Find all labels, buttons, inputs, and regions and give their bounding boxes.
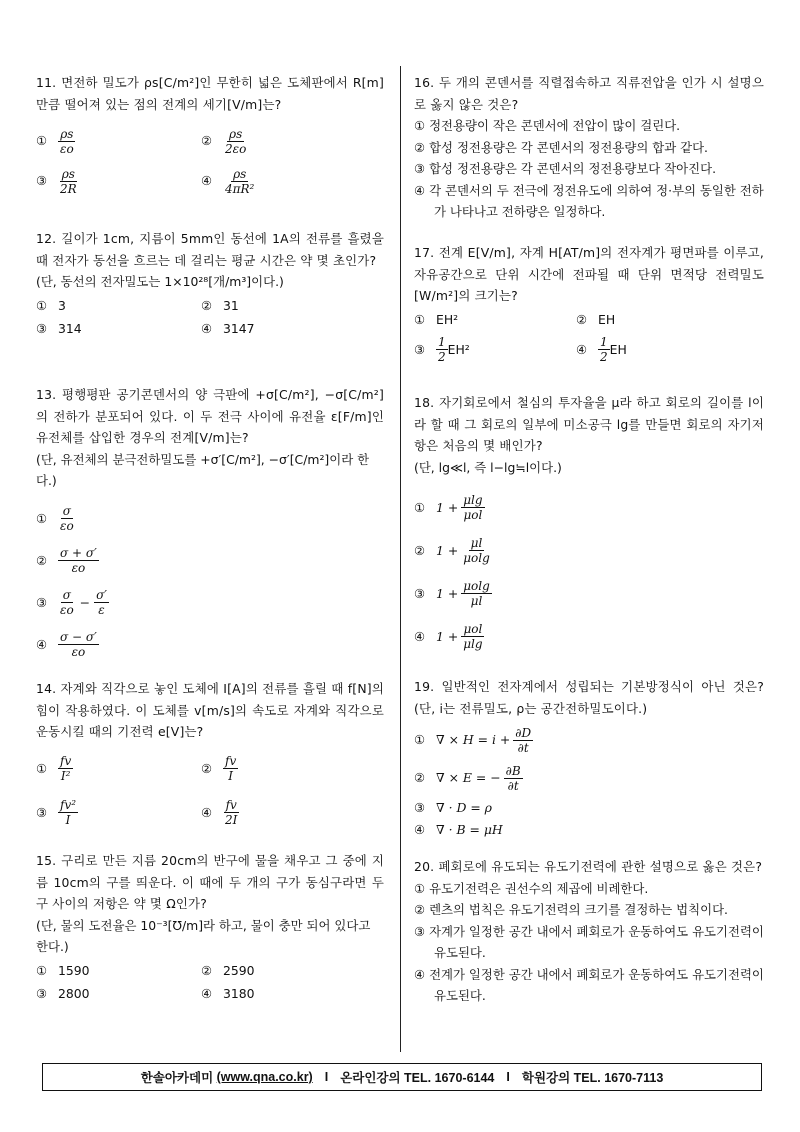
- footer-separator: I: [506, 1070, 510, 1084]
- option-3[interactable]: ③ $\frac{\rho s}{2R}$: [36, 166, 77, 196]
- option-3[interactable]: ③ 합성 정전용량은 각 콘덴서의 정전용량보다 작아진다.: [414, 161, 717, 176]
- option-2[interactable]: ② 합성 정전용량은 각 콘덴서의 정전용량의 합과 같다.: [414, 139, 708, 155]
- fraction: $\frac{\text{μol}}{\mu\lg}$: [463, 622, 483, 651]
- question-stem: 13. 평행평판 공기콘덴서의 양 극판에 +σ[C/m²], −σ[C/m²]의 전하가 분포되어 있다. 이 두 전극 사이에 유전율 ε[F/m]인 유전체를 삽입한 경우의 전계[V/m]는?: [36, 387, 384, 445]
- fraction: $\frac{fv}{2I}$: [225, 798, 238, 827]
- option-1[interactable]: ① 3: [36, 298, 66, 314]
- options: [414, 878, 764, 1007]
- option-3[interactable]: ③ 자계가 일정한 공간 내에서 폐회로가 운동하여도 유도기전력이 유도된다.: [414, 923, 764, 960]
- fraction: $\frac{\mu olg}{\mu l}$: [463, 579, 490, 608]
- question-note: (단, lg≪l, 즉 l−lg≒l이다.): [414, 459, 562, 475]
- option-4[interactable]: ④ $\frac{\rho s}{\text{4πR²}}$: [201, 166, 255, 196]
- fraction: $\frac{fv}{I}$: [225, 754, 237, 783]
- options: [36, 121, 384, 201]
- option-3[interactable]: ③ $\frac{\sigma}{\varepsilon o}$ − $\frac{\sigma'}{\varepsilon}$: [36, 588, 107, 617]
- option-2[interactable]: ② 렌츠의 법칙은 유도기전력의 크기를 결정하는 법칙이다.: [414, 902, 728, 917]
- options: [36, 747, 384, 835]
- online-lecture-phone: 온라인강의 TEL. 1670-6144: [340, 1071, 495, 1085]
- option-4[interactable]: ④ 각 콘덴서의 두 전극에 정전유도에 의하여 정·부의 동일한 전하가 나타나고 전하량은 일정하다.: [414, 182, 764, 219]
- options: [414, 721, 764, 841]
- fraction: $\frac{\sigma'}{\varepsilon}$: [96, 588, 107, 617]
- option-2[interactable]: ② $\frac{\rho s}{2\varepsilon o}$: [201, 126, 247, 156]
- fraction: $\frac{\text{fv²}}{I}$: [60, 798, 77, 827]
- fraction: $\frac{\sigma - \sigma'}{\varepsilon o}$: [60, 630, 97, 659]
- options: [36, 960, 384, 1006]
- option-2[interactable]: ② 31: [201, 298, 239, 314]
- question-stem: 11. 면전하 밀도가 ρs[C/m²]인 무한히 넓은 도체판에서 R[m] 만큼 떨어져 있는 점의 전계의 세기[V/m]는?: [36, 75, 384, 112]
- option-3[interactable]: ③ 2800: [36, 986, 90, 1002]
- option-3[interactable]: ③ 314: [36, 321, 82, 337]
- question-stem: 16. 두 개의 콘덴서를 직렬접속하고 직류전압을 인가 시 설명으로 옳지 않은 것은?: [414, 75, 764, 112]
- question-note: (단, 유전체의 분극전하밀도를 +σ′[C/m²], −σ′[C/m²]이라 한다.): [36, 451, 370, 488]
- question-stem: 18. 자기회로에서 철심의 투자율을 μ라 하고 회로의 길이를 l이라 할 때 그 회로의 일부에 미소공극 lg를 만들면 회로의 자기저항은 처음의 몇 배인가?: [414, 395, 764, 453]
- question-14: [36, 678, 384, 835]
- question-12: [36, 228, 384, 341]
- fraction: $\frac{\sigma}{\varepsilon o}$: [60, 588, 74, 617]
- question-18: [414, 392, 764, 658]
- question-16: [414, 72, 764, 223]
- option-3[interactable]: ③ 1 + $\frac{\mu olg}{\mu l}$: [414, 579, 490, 608]
- question-20: [414, 856, 764, 1007]
- option-1[interactable]: ① EH²: [414, 312, 459, 328]
- question-19: [414, 676, 764, 841]
- option-4[interactable]: ④ $\frac{\sigma - \sigma'}{\varepsilon o}$: [36, 630, 97, 659]
- question-note: (단, 동선의 전자밀도는 1×10²⁸[개/m³]이다.): [36, 274, 284, 289]
- fraction: $\frac{\rho s}{\text{4πR²}}$: [225, 166, 255, 196]
- options: [414, 309, 764, 368]
- options: [36, 295, 384, 341]
- fraction: $\frac{\rho s}{2R}$: [60, 166, 77, 196]
- options: [36, 498, 384, 666]
- option-3[interactable]: ③ ∇ · D = ρ: [414, 800, 492, 816]
- fraction: $\frac{\sigma + \sigma'}{\varepsilon o}$: [60, 546, 97, 575]
- option-1[interactable]: ① 1590: [36, 963, 90, 979]
- fraction: $\frac{fv}{\text{I²}}$: [60, 754, 72, 783]
- fraction: $\frac{\mu\lg}{\text{μol}}$: [463, 493, 483, 522]
- question-stem: 12. 길이가 1cm, 지름이 5mm인 동선에 1A의 전류를 흘렸을 때 전자가 동선을 흐르는 데 걸리는 평균 시간은 약 몇 초인가?: [36, 231, 384, 268]
- options: [414, 486, 764, 658]
- academy-url-link[interactable]: (www.qna.co.kr): [216, 1070, 313, 1084]
- fraction: $\frac{\sigma}{\varepsilon o}$: [60, 504, 74, 533]
- footer-bar: [42, 1063, 762, 1091]
- fraction: $\frac{1}{2}$: [438, 335, 446, 364]
- fraction: $\frac{\partial D}{\partial t}$: [515, 725, 532, 755]
- option-2[interactable]: ② $\frac{fv}{I}$: [201, 754, 237, 783]
- option-2[interactable]: ② 2590: [201, 963, 255, 979]
- option-1[interactable]: ① $\frac{\rho s}{\varepsilon o}$: [36, 126, 74, 156]
- option-1[interactable]: ① 정전용량이 작은 콘덴서에 전압이 많이 걸린다.: [414, 118, 681, 133]
- fraction: $\frac{\rho s}{\varepsilon o}$: [60, 126, 74, 156]
- option-1[interactable]: ① 1 + $\frac{\mu\lg}{\text{μol}}$: [414, 493, 483, 522]
- fraction: $\frac{1}{2}$: [600, 335, 608, 364]
- question-stem: 15. 구리로 만든 지름 20cm의 반구에 물을 채우고 그 중에 지름 10cm의 구를 띄운다. 이 때에 두 개의 구가 동심구라면 두 구 사이의 저항은 약 몇 Ω인가?: [36, 853, 384, 911]
- option-2[interactable]: ② $\frac{\sigma + \sigma'}{\varepsilon o}$: [36, 546, 97, 575]
- option-1[interactable]: ① 유도기전력은 권선수의 제곱에 비례한다.: [414, 880, 649, 896]
- question-17: [414, 242, 764, 368]
- question-stem: 20. 폐회로에 유도되는 유도기전력에 관한 설명으로 옳은 것은?: [414, 859, 763, 874]
- option-2[interactable]: ② EH: [576, 312, 616, 328]
- question-15: [36, 850, 384, 1006]
- fraction: $\frac{\mu l}{\mu olg}$: [463, 536, 490, 565]
- option-4[interactable]: ④ 3147: [201, 321, 255, 337]
- option-2[interactable]: ② ∇ × E = − $\frac{\partial B}{\partial t}$: [414, 763, 521, 793]
- question-11: [36, 72, 384, 201]
- option-4[interactable]: ④ $\frac{fv}{2I}$: [201, 798, 238, 827]
- fraction: $\frac{\partial B}{\partial t}$: [505, 763, 521, 793]
- options: [414, 115, 764, 223]
- option-4[interactable]: ④ ∇ · B = μH: [414, 822, 503, 838]
- fraction: $\frac{\rho s}{2\varepsilon o}$: [225, 126, 247, 156]
- offline-lecture-phone: 학원강의 TEL. 1670-7113: [521, 1071, 664, 1085]
- question-note: (단, 물의 도전율은 10⁻³[℧/m]라 하고, 물이 충만 되어 있다고 한다.): [36, 917, 371, 954]
- option-4[interactable]: ④ 3180: [201, 986, 255, 1002]
- option-2[interactable]: ② 1 + $\frac{\mu l}{\mu olg}$: [414, 536, 490, 565]
- option-4[interactable]: ④ $\frac{1}{2}$ EH: [576, 335, 627, 364]
- option-3[interactable]: ③ $\frac{\text{fv²}}{I}$: [36, 798, 77, 827]
- question-stem: 17. 전계 E[V/m], 자계 H[AT/m]의 전자계가 평면파를 이루고, 자유공간으로 단위 시간에 전파될 때 단위 면적당 전력밀도[W/m²]의 크기는?: [414, 245, 764, 303]
- academy-name: 한솔아카데미: [140, 1071, 214, 1085]
- option-1[interactable]: ① $\frac{\sigma}{\varepsilon o}$: [36, 504, 74, 533]
- question-13: [36, 384, 384, 666]
- option-3[interactable]: ③ $\frac{1}{2}$ EH²: [414, 335, 470, 364]
- option-4[interactable]: ④ 1 + $\frac{\text{μol}}{\mu\lg}$: [414, 622, 483, 651]
- question-stem: 19. 일반적인 전자계에서 성립되는 기본방정식이 아닌 것은? (단, i는 전류밀도, ρ는 공간전하밀도이다.): [414, 679, 764, 716]
- option-1[interactable]: ① $\frac{fv}{\text{I²}}$: [36, 754, 72, 783]
- option-4[interactable]: ④ 전계가 일정한 공간 내에서 폐회로가 운동하여도 유도기전력이 유도된다.: [414, 966, 764, 1003]
- column-divider: [400, 66, 401, 1052]
- footer-separator: I: [324, 1070, 329, 1084]
- question-stem: 14. 자계와 직각으로 놓인 도체에 I[A]의 전류를 흘릴 때 f[N]의 힘이 작용하였다. 이 도체를 v[m/s]의 속도로 자계와 직각으로 운동시킬 때의 기전력 e[V]는?: [36, 681, 384, 739]
- option-1[interactable]: ① ∇ × H = i + $\frac{\partial D}{\partial t}$: [414, 725, 532, 755]
